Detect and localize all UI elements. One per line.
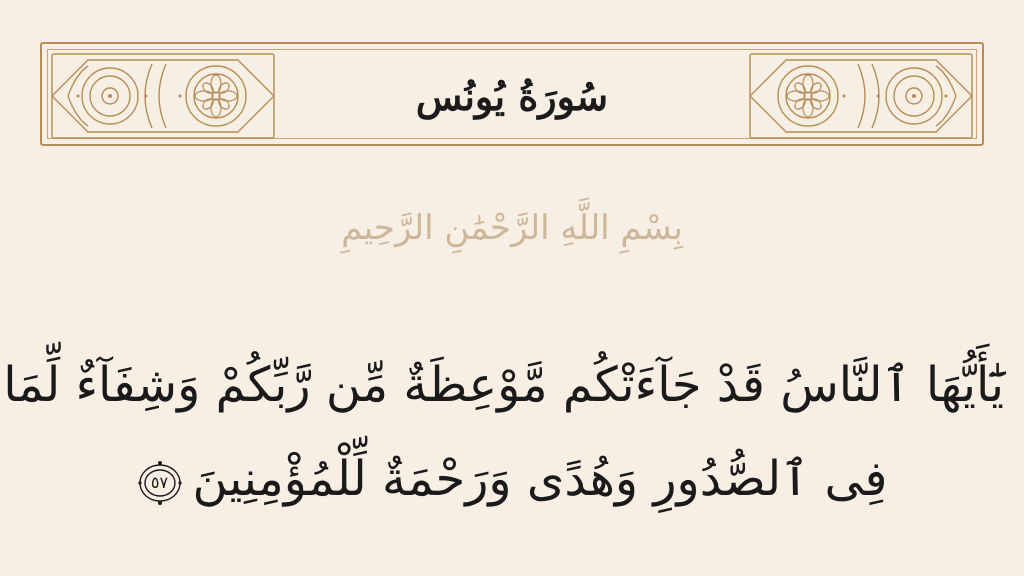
banner-inner-frame <box>47 49 977 139</box>
surah-header-banner <box>40 42 984 146</box>
verse-line-2 <box>20 432 1004 526</box>
right-ornament <box>746 50 976 142</box>
verse-line-2-text: فِى ٱلصُّدُورِ وَهُدًى وَرَحْمَةٌ لِّلْمُؤْمِنِينَ <box>192 451 888 507</box>
title-plate <box>278 58 746 134</box>
ayah-number-marker <box>137 460 183 506</box>
verse-text <box>3 338 1004 526</box>
left-ornament <box>48 50 278 142</box>
ayah-number: ٥٧ <box>150 472 169 492</box>
basmala: بِسْمِ اللَّهِ الرَّحْمَٰنِ الرَّحِيمِ <box>341 208 683 248</box>
verse-line-1: يَٰٓأَيُّهَا ٱلنَّاسُ قَدْ جَآءَتْكُم مَّوْعِظَةٌ مِّن رَّبِّكُمْ وَشِفَآءٌ لِّمَا <box>3 357 1004 413</box>
surah-title: سُورَةُ يُونُس <box>415 73 609 119</box>
